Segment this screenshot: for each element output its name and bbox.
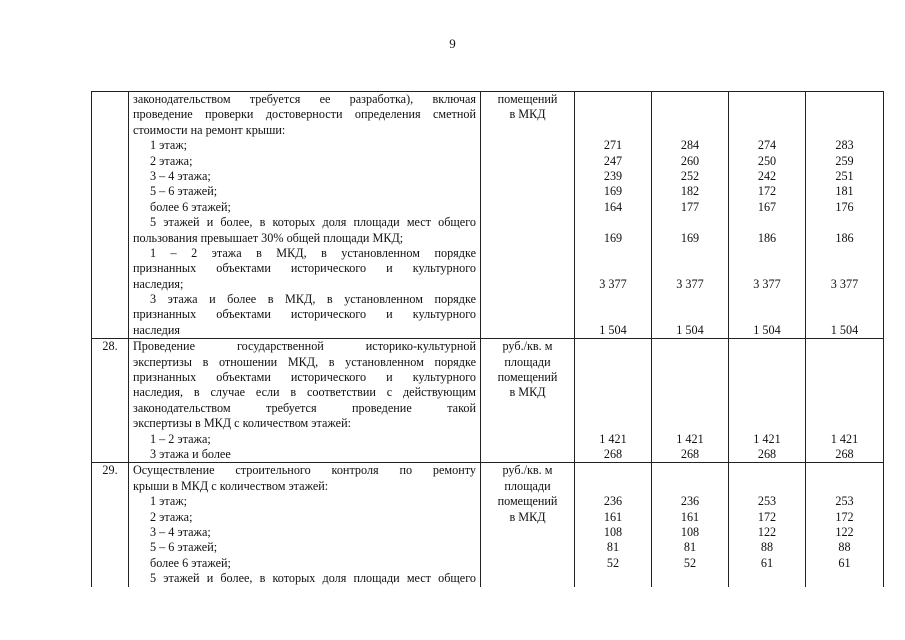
table-row [92, 92, 884, 339]
value-cell: 167 [757, 199, 777, 214]
row-description [129, 339, 481, 463]
value-cell [575, 246, 651, 261]
value-cell: 268 [680, 446, 700, 461]
value-column-1 [575, 339, 652, 463]
value-cell [729, 107, 805, 122]
row-unit [481, 463, 575, 587]
description-line: 5 – 6 этажей; [150, 184, 218, 199]
value-column-4 [806, 92, 884, 339]
value-cell [652, 92, 728, 107]
value-cell [729, 246, 805, 261]
value-cell: 1 421 [753, 431, 781, 446]
value-cell: 161 [603, 509, 623, 524]
row-unit [481, 339, 575, 463]
row-description [129, 463, 481, 587]
table-row [92, 339, 884, 463]
value-cell: 3 377 [599, 276, 627, 291]
row-unit [481, 92, 575, 339]
value-cell [575, 307, 651, 322]
value-cell [729, 292, 805, 307]
value-cell [652, 107, 728, 122]
value-cell: 169 [603, 230, 623, 245]
value-cell: 1 421 [830, 431, 859, 446]
description-line: Проведение государственной историко-культурной [133, 339, 476, 354]
value-cell [806, 307, 883, 322]
value-cell [806, 292, 883, 307]
value-cell: 88 [760, 540, 774, 555]
value-cell [729, 215, 805, 230]
value-cell: 1 421 [599, 431, 627, 446]
value-cell [729, 307, 805, 322]
value-cell [652, 246, 728, 261]
description-line: Осуществление строительного контроля по ремонту [133, 463, 476, 478]
value-column-2 [652, 92, 729, 339]
value-cell: 1 504 [753, 322, 781, 337]
description-line: крыши в МКД с количеством этажей: [133, 478, 329, 493]
tariff-table [91, 91, 884, 587]
description-line: 3 – 4 этажа; [150, 168, 211, 183]
value-column-2 [652, 339, 729, 463]
value-cell: 61 [760, 555, 774, 570]
value-cell: 3 377 [753, 276, 781, 291]
value-column-2 [652, 463, 729, 587]
value-cell [806, 370, 883, 385]
value-cell [575, 123, 651, 138]
description-line: более 6 этажей; [150, 199, 231, 214]
value-cell: 52 [606, 555, 620, 570]
value-cell: 177 [680, 199, 700, 214]
unit-line: площади [504, 354, 551, 369]
description-line: признанных объектами исторического и культурного [133, 307, 476, 322]
row-number: 29. [92, 463, 129, 587]
value-cell [652, 355, 728, 370]
description-line: 5 этажей и более, в которых доля площади мест общего [150, 215, 476, 230]
value-cell [729, 401, 805, 416]
value-column-4 [806, 463, 884, 587]
value-cell [652, 463, 728, 478]
value-cell: 260 [680, 153, 700, 168]
value-cell [575, 292, 651, 307]
description-line: 3 – 4 этажа; [150, 524, 211, 539]
value-cell [806, 246, 883, 261]
value-cell: 81 [683, 540, 697, 555]
value-cell: 251 [835, 168, 854, 183]
description-line: экспертизы в МКД с количеством этажей: [133, 416, 352, 431]
value-cell [575, 571, 651, 586]
value-cell: 268 [757, 446, 777, 461]
value-cell: 169 [680, 230, 700, 245]
description-line: 1 этаж; [150, 494, 188, 509]
value-cell [729, 92, 805, 107]
description-line: признанных объектами исторического и культурного [133, 370, 476, 385]
value-cell [729, 261, 805, 276]
unit-line: помещений [497, 494, 558, 509]
value-cell [806, 416, 883, 431]
value-cell [652, 416, 728, 431]
value-cell: 161 [680, 509, 700, 524]
value-cell: 252 [680, 168, 700, 183]
description-line: 5 этажей и более, в которых доля площади мест общего [150, 571, 476, 586]
value-cell [575, 416, 651, 431]
description-line: законодательством требуется проведение такой [133, 400, 476, 415]
description-line: стоимости на ремонт крыши: [133, 122, 286, 137]
value-cell: 122 [757, 524, 777, 539]
value-cell [806, 463, 883, 478]
unit-line: руб./кв. м [502, 339, 553, 354]
value-cell: 181 [835, 184, 854, 199]
description-line: пользования превышает 30% общей площади МКД; [133, 230, 404, 245]
value-cell [652, 385, 728, 400]
value-cell: 1 504 [599, 322, 627, 337]
description-line: наследия [133, 322, 181, 337]
description-line: законодательством требуется ее разработка), включая [133, 92, 476, 106]
description-line: 3 этажа и более [150, 446, 231, 461]
unit-line: площади [504, 478, 551, 493]
value-cell [806, 107, 883, 122]
value-cell [729, 370, 805, 385]
value-cell: 169 [603, 184, 623, 199]
value-cell: 239 [603, 168, 623, 183]
description-line: 5 – 6 этажей; [150, 540, 218, 555]
value-cell [806, 571, 883, 586]
value-cell [575, 355, 651, 370]
row-number [92, 92, 129, 339]
description-line: наследия, в случае если в соответствии с действующим [133, 385, 476, 400]
value-cell: 283 [835, 138, 854, 153]
value-column-1 [575, 92, 652, 339]
value-cell: 250 [757, 153, 777, 168]
value-cell [652, 215, 728, 230]
value-cell [575, 385, 651, 400]
value-cell [729, 339, 805, 354]
value-cell: 108 [680, 524, 700, 539]
description-line: 2 этажа; [150, 509, 193, 524]
value-cell [729, 355, 805, 370]
value-column-4 [806, 339, 884, 463]
value-cell [575, 463, 651, 478]
value-cell: 253 [835, 494, 854, 509]
value-cell: 242 [757, 168, 777, 183]
value-cell [652, 261, 728, 276]
value-cell [575, 370, 651, 385]
value-cell: 61 [838, 555, 851, 570]
unit-line: в МКД [509, 509, 546, 524]
value-cell: 1 421 [676, 431, 704, 446]
value-cell [729, 571, 805, 586]
value-cell [652, 339, 728, 354]
value-cell [575, 401, 651, 416]
unit-line: помещений [497, 92, 558, 106]
value-cell [806, 92, 883, 107]
value-cell: 186 [757, 230, 777, 245]
unit-line: в МКД [509, 107, 546, 122]
value-cell: 176 [835, 199, 854, 214]
value-cell [729, 463, 805, 478]
description-line: признанных объектами исторического и культурного [133, 261, 476, 276]
value-cell: 3 377 [676, 276, 704, 291]
value-cell [652, 123, 728, 138]
value-cell [575, 215, 651, 230]
value-cell [806, 479, 883, 494]
unit-line: помещений [497, 370, 558, 385]
value-cell: 271 [603, 138, 623, 153]
page-number: 9 [449, 36, 456, 51]
value-cell [652, 479, 728, 494]
value-cell [575, 92, 651, 107]
row-description [129, 92, 481, 339]
value-cell [806, 401, 883, 416]
value-cell [806, 355, 883, 370]
value-cell [806, 385, 883, 400]
value-cell: 268 [835, 446, 854, 461]
value-column-3 [729, 339, 806, 463]
value-cell: 172 [757, 509, 777, 524]
value-cell [806, 339, 883, 354]
value-cell: 172 [757, 184, 777, 199]
value-cell [575, 107, 651, 122]
value-cell [729, 385, 805, 400]
value-cell: 108 [603, 524, 623, 539]
value-cell [806, 123, 883, 138]
value-cell: 268 [603, 446, 623, 461]
value-cell: 259 [835, 153, 854, 168]
description-line: экспертизы в отношении МКД, в установленном порядке [133, 354, 476, 369]
unit-line: руб./кв. м [502, 463, 553, 478]
value-column-3 [729, 463, 806, 587]
value-cell [806, 215, 883, 230]
value-cell: 247 [603, 153, 623, 168]
value-cell: 1 504 [676, 322, 704, 337]
value-cell: 164 [603, 199, 623, 214]
row-number: 28. [92, 339, 129, 463]
value-cell: 236 [680, 494, 700, 509]
description-line: более 6 этажей; [150, 555, 231, 570]
value-cell [575, 339, 651, 354]
value-cell [729, 479, 805, 494]
value-cell [575, 479, 651, 494]
value-cell [652, 571, 728, 586]
description-line: 1 – 2 этажа; [150, 431, 211, 446]
value-cell: 236 [603, 494, 623, 509]
value-cell: 182 [680, 184, 700, 199]
table-row [92, 463, 884, 587]
value-column-3 [729, 92, 806, 339]
description-line: наследия; [133, 276, 184, 291]
unit-line: в МКД [509, 385, 546, 400]
description-line: проведение проверки достоверности определения сметной [133, 107, 476, 122]
description-line: 3 этажа и более в МКД, в установленном порядке [150, 292, 476, 307]
value-cell: 52 [683, 555, 697, 570]
value-cell: 1 504 [830, 322, 859, 337]
value-cell [729, 416, 805, 431]
value-cell: 186 [835, 230, 854, 245]
value-cell: 274 [757, 138, 777, 153]
value-cell [652, 292, 728, 307]
description-line: 1 – 2 этажа в МКД, в установленном порядке [150, 245, 476, 260]
value-cell [652, 370, 728, 385]
value-cell [575, 261, 651, 276]
value-cell: 88 [838, 540, 851, 555]
value-cell: 3 377 [830, 276, 859, 291]
value-cell [729, 123, 805, 138]
description-line: 2 этажа; [150, 153, 193, 168]
value-cell: 253 [757, 494, 777, 509]
value-cell: 284 [680, 138, 700, 153]
value-cell [652, 307, 728, 322]
value-cell: 172 [835, 509, 854, 524]
value-column-1 [575, 463, 652, 587]
description-line: 1 этаж; [150, 138, 188, 153]
value-cell: 81 [606, 540, 620, 555]
value-cell [806, 261, 883, 276]
value-cell [652, 401, 728, 416]
value-cell: 122 [835, 524, 854, 539]
